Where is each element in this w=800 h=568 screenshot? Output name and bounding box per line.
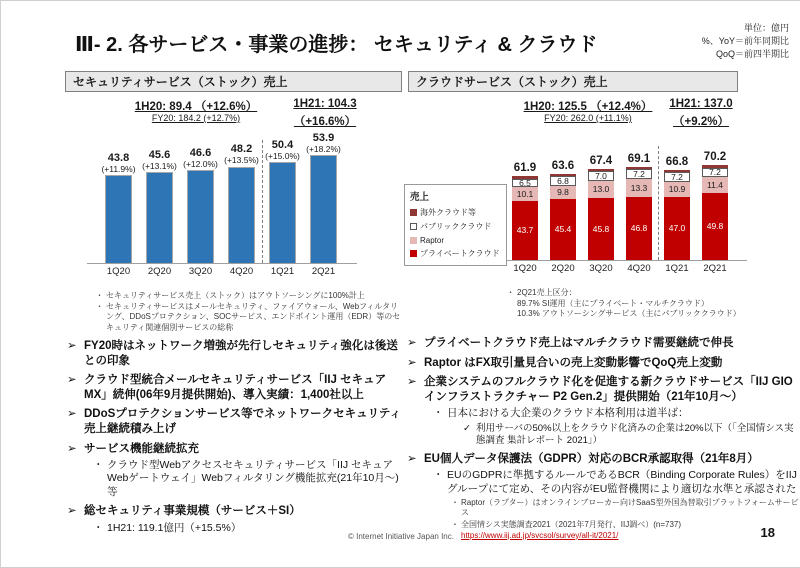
axis-category-label: 4Q20: [229, 266, 254, 277]
legend-label: 海外クラウド等: [420, 207, 476, 217]
bullet-marker-icon: ・: [433, 469, 444, 482]
axis-category-label: 1Q21: [665, 263, 689, 274]
legend-label: プライベートクラウド: [420, 249, 500, 258]
bullet-item: [407, 336, 799, 351]
cloud-chart-legend: [404, 184, 507, 266]
bar: [187, 170, 214, 263]
chart-footnote: [93, 291, 401, 302]
bullet-marker-icon: ✓: [463, 422, 471, 434]
bar-value-label: 50.4: [271, 138, 294, 151]
axis-category-label: 1Q21: [270, 266, 295, 277]
axis-category-label: 1Q20: [106, 266, 131, 277]
bullet-marker-icon: ➢: [407, 356, 417, 369]
bullet-text: DDoSプロテクションサービス等でネットワークセキュリティ売上継続積み上げ: [84, 408, 401, 435]
bullet-marker-icon: ➢: [67, 442, 77, 455]
bar-segment: 45.8: [588, 198, 614, 260]
footnote-text: セキュリティサービス売上（ストック）はアウトソーシングに100%計上: [106, 291, 365, 300]
cloud-chart-footnotes: [504, 288, 796, 320]
axis-category-label: 3Q20: [188, 266, 213, 277]
legend-item: [410, 221, 501, 232]
bullet-item: [67, 339, 407, 368]
footnote-text: 10.3% アウトソーシングサービス（主にパブリッククラウド）: [517, 309, 741, 319]
bar-pct-label: (+15.0%): [265, 151, 300, 162]
footnote-text: セキュリティサービスはメールセキュリティ、ファイアウォール、Webフィルタリング、DDoSプロテクション、SOCサービス、エンドポイント運用（EDR）等のセキュリティ関連個別サービスの総称: [106, 301, 401, 332]
axis-category-label: 3Q20: [589, 263, 613, 274]
security-1h20-annotation: 1H20: 89.4 （+12.6%）: [134, 101, 258, 113]
bar-total-label: 67.4: [589, 155, 613, 168]
stacked-bar: [702, 165, 728, 260]
axis-category-label: 4Q20: [627, 263, 651, 274]
security-bullet-list: [67, 334, 410, 535]
bullet-dot-icon: [504, 299, 517, 310]
stacked-bar: [550, 174, 576, 260]
bar-segment: 10.1: [512, 187, 538, 201]
axis-category-label: 2Q21: [703, 263, 727, 274]
bullet-text: FY20時はネットワーク増強が先行しセキュリティ強化は後送との印象: [84, 340, 398, 367]
security-revenue-chart: [98, 131, 344, 263]
legend-swatch-icon: [410, 209, 417, 216]
bar-segment: 13.0: [588, 181, 614, 199]
chart-footnote: [504, 288, 796, 299]
axis-category-label: 2Q20: [147, 266, 172, 277]
bullet-item: [407, 498, 799, 518]
bar: [105, 175, 132, 263]
bullet-item: [407, 375, 799, 404]
bar-column: [506, 130, 544, 260]
bullet-item: [407, 423, 799, 447]
cloud-quarter-separator-line: [658, 146, 659, 260]
bullet-dot-icon: ・: [95, 301, 104, 311]
legend-title: 売上: [410, 192, 430, 203]
bar-segment: 7.2: [626, 169, 652, 179]
bullet-item: [67, 407, 407, 436]
bullet-marker-icon: ➢: [407, 452, 417, 465]
security-section-header: セキュリティサービス（ストック）売上: [65, 71, 402, 92]
bar-segment: 10.9: [664, 182, 690, 197]
bar-value-label: 45.6: [148, 148, 171, 161]
bar-segment: 6.8: [550, 176, 576, 185]
bullet-marker-icon: ・: [451, 498, 459, 508]
bar-total-label: 61.9: [513, 162, 537, 175]
bar-value-label: 43.8: [107, 152, 130, 165]
security-x-axis: [87, 263, 357, 264]
bar-total-label: 69.1: [627, 152, 651, 165]
bullet-text: 全国情シス実態調査2021（2021年7月発行、IIJ調べ）(n=737): [461, 520, 682, 530]
page-number: 18: [760, 525, 775, 540]
security-quarter-separator-line: [262, 140, 263, 263]
unit-note-line: 単位：億円: [743, 23, 789, 33]
bullet-marker-icon: ・: [93, 521, 104, 534]
footnote-link[interactable]: https://www.iij.ad.jp/svcsol/survey/all-it/2021/: [461, 530, 619, 540]
bullet-text: クラウド型Webアクセスセキュリティサービス「IIJ セキュアWebゲートウェイ」Webフィルタリング機能拡充(21年10月～) 等: [107, 459, 410, 498]
bullet-marker-icon: ➢: [67, 374, 77, 387]
cloud-revenue-chart: [506, 130, 734, 260]
security-chart-footnotes: [93, 291, 401, 333]
bar-total-label: 66.8: [665, 155, 689, 168]
bullet-text: 日本における大企業のクラウド本格利用は道半ば：: [447, 407, 689, 420]
bar-segment: 13.3: [626, 179, 652, 197]
legend-swatch-icon: [410, 223, 417, 230]
legend-items: [410, 207, 501, 260]
bar: [146, 172, 173, 263]
bullet-marker-icon: ➢: [67, 505, 77, 518]
bullet-marker-icon: ・: [433, 407, 444, 420]
bar-segment: 6.5: [512, 179, 538, 188]
bar-value-label: 53.9: [312, 131, 335, 144]
footnote-text: 89.7% SI運用（主にプライベート・マルチクラウド）: [517, 298, 709, 308]
footnote-text: 2Q21売上区分：: [517, 288, 577, 297]
bar-segment: 7.2: [702, 168, 728, 178]
bullet-marker-icon: ➢: [67, 340, 77, 352]
bullet-item: [67, 504, 407, 519]
bar-column: [544, 130, 582, 260]
bullet-text: Raptor（ラプター）はオンラインブローカー向けSaaS型外国為替取引プラットフォームサービス: [461, 498, 799, 518]
stacked-bar: [664, 170, 690, 260]
bullet-item: [407, 520, 799, 530]
cloud-1h21-annotation-pct: （+9.2%）: [673, 116, 729, 128]
legend-item: [410, 236, 501, 245]
bullet-marker-icon: ➢: [67, 408, 77, 421]
bullet-item: [407, 452, 799, 467]
copyright-footer: © Internet Initiative Japan Inc.: [348, 532, 454, 541]
bullet-dot-icon: ・: [95, 291, 104, 300]
bullet-text: Raptor はFX取引量見合いの売上変動影響でQoQ売上変動: [424, 356, 723, 369]
bullet-marker-icon: ➢: [407, 376, 417, 389]
bullet-text: EUのGDPRに準拠するルールであるBCR（Binding Corporate Rules）をIIJグループにて定め、その内容がEU監督機関により適切な水準と承認された: [447, 469, 797, 495]
bar-segment: 45.4: [550, 199, 576, 260]
cloud-axis-labels: [506, 263, 734, 274]
cloud-section-header: クラウドサービス（ストック）売上: [408, 71, 738, 92]
bar-segment: 7.2: [664, 172, 690, 182]
bullet-text: クラウド型統合メールセキュリティサービス「IIJ セキュアMX」続伸(06年9月提供開始)、導入実績：1,400社以上: [84, 374, 387, 401]
cloud-1h20-annotation: 1H20: 125.5 （+12.4%）: [523, 101, 653, 113]
stacked-bar: [512, 176, 538, 260]
legend-label: Raptor: [420, 235, 445, 245]
bar-column: [262, 131, 303, 263]
bullet-text: プライベートクラウド売上はマルチクラウド需要継続で伸長: [424, 337, 734, 349]
bar-segment: 47.0: [664, 197, 690, 260]
bar-column: [620, 130, 658, 260]
unit-note-line: QoQ＝前四半期比: [715, 49, 789, 60]
legend-item: [410, 207, 501, 218]
security-fy20-annotation: FY20: 184.2 (+12.7%): [151, 113, 241, 123]
bullet-item: [407, 356, 799, 371]
bar-segment: 7.0: [588, 171, 614, 180]
security-1h21-annotation: 1H21: 104.3: [293, 98, 357, 110]
bullet-item: [67, 442, 407, 457]
bullet-item: [67, 373, 407, 402]
bar-column: [696, 130, 734, 260]
chart-footnote: [93, 302, 401, 334]
legend-item: [410, 248, 501, 259]
bar-column: [139, 131, 180, 263]
bar-pct-label: (+18.2%): [306, 144, 341, 155]
bar-segment: 43.7: [512, 201, 538, 260]
legend-swatch-icon: [410, 237, 417, 244]
stacked-bar: [588, 169, 614, 260]
bullet-marker-icon: ・: [93, 459, 104, 472]
axis-category-label: 1Q20: [513, 263, 537, 274]
unit-note-line: %、YoY＝前年同期比: [701, 36, 789, 47]
bullet-item: [407, 407, 799, 420]
bullet-item: [407, 469, 799, 496]
bullet-text: サービス機能継続拡充: [84, 442, 199, 455]
bullet-item: [67, 459, 410, 499]
bar: [269, 162, 296, 263]
bar-pct-label: (+13.5%): [224, 155, 259, 166]
bullet-text: 企業システムのフルクラウド化を促進する新クラウドサービス「IIJ GIO インフラストラクチャー P2 Gen.2」提供開始（21年10月～）: [424, 376, 793, 403]
chart-footnote: [504, 299, 796, 310]
bullet-text: 利用サーバの50%以上をクラウド化済みの企業は20%以下（「全国情シス実態調査 集計レポート 2021」）: [476, 422, 794, 446]
legend-swatch-icon: [410, 250, 417, 257]
security-axis-labels: [98, 266, 344, 277]
bar-segment: 49.8: [702, 193, 728, 260]
axis-category-label: 2Q21: [311, 266, 336, 277]
bar-column: [658, 130, 696, 260]
bar-column: [98, 131, 139, 263]
bar-pct-label: (+11.9%): [101, 164, 136, 175]
bar-value-label: 48.2: [230, 143, 253, 156]
legend-label: パブリッククラウド: [420, 222, 492, 231]
bar-value-label: 46.6: [189, 146, 212, 159]
cloud-bullet-list: [407, 331, 799, 541]
bar-column: [303, 131, 344, 263]
cloud-fy20-annotation: FY20: 262.0 (+11.1%): [544, 113, 632, 123]
page-title: Ⅲ- 2. 各サービス・事業の進捗： セキュリティ & クラウド: [75, 34, 598, 56]
bar-column: [221, 131, 262, 263]
bar-segment: 46.8: [626, 197, 652, 260]
bar: [228, 167, 255, 263]
security-1h21-annotation-pct: （+16.6%）: [293, 116, 357, 128]
bullet-text: EU個人データ保護法（GDPR）対応のBCR承認取得（21年8月）: [424, 452, 759, 465]
axis-category-label: 2Q20: [551, 263, 575, 274]
bullet-text: 1H21: 119.1億円（+15.5%）: [107, 521, 242, 534]
bullet-marker-icon: ➢: [407, 337, 417, 349]
unit-notes: [702, 22, 789, 61]
bar-segment: 9.8: [550, 186, 576, 199]
bar-segment: 11.4: [702, 177, 728, 192]
cloud-1h21-annotation: 1H21: 137.0: [669, 98, 733, 110]
chart-footnote: [504, 309, 796, 320]
bullet-dot-icon: ・: [506, 288, 515, 297]
bullet-marker-icon: ・: [451, 520, 459, 530]
bar: [310, 155, 337, 263]
cloud-x-axis: [497, 260, 747, 261]
bullet-text: 総セキュリティ事業規模（サービス＋SI）: [84, 505, 301, 518]
bar-pct-label: (+13.1%): [142, 160, 177, 171]
stacked-bar: [626, 167, 652, 260]
bar-column: [180, 131, 221, 263]
bar-total-label: 63.6: [551, 160, 575, 173]
bullet-dot-icon: [504, 309, 517, 320]
bar-column: [582, 130, 620, 260]
bar-total-label: 70.2: [703, 151, 727, 164]
bar-pct-label: (+12.0%): [183, 158, 218, 169]
